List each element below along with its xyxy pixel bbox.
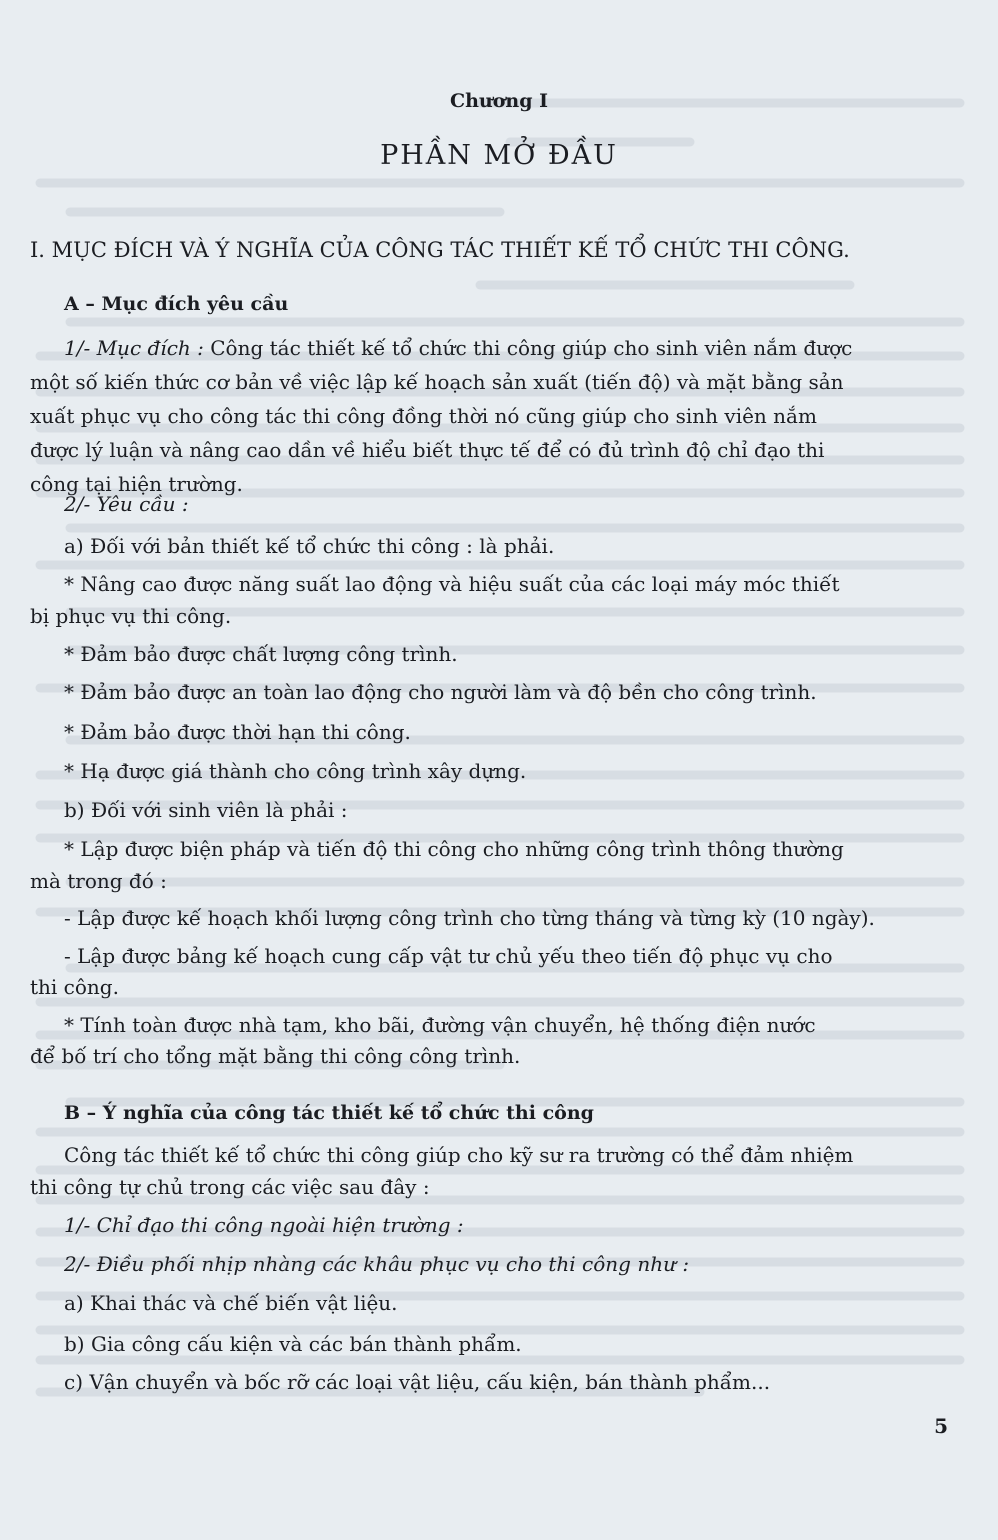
list-item: bị phục vụ thi công.: [30, 604, 232, 628]
list-item: thi công.: [30, 975, 119, 999]
subsection-heading-a: A – Mục đích yêu cầu: [64, 293, 289, 315]
chapter-label: Chương I: [449, 90, 549, 112]
list-item: * Lập được biện pháp và tiến độ thi công cho những công trình thông thường: [64, 837, 844, 861]
list-item: * Đảm bảo được an toàn lao động cho người làm và độ bền cho công trình.: [64, 680, 817, 704]
list-item: * Nâng cao được năng suất lao động và hiệu suất của các loại máy móc thiết: [64, 572, 840, 596]
item-label: 2/- Yêu cầu :: [64, 492, 189, 516]
list-item: để bố trí cho tổng mặt bằng thi công công trình.: [30, 1044, 521, 1068]
list-item: * Tính toàn được nhà tạm, kho bãi, đường vận chuyển, hệ thống điện nước: [64, 1013, 816, 1037]
list-item: a) Khai thác và chế biến vật liệu.: [64, 1291, 398, 1315]
paragraph-line: xuất phục vụ cho công tác thi công đồng thời nó cũng giúp cho sinh viên nắm: [30, 404, 817, 428]
list-item: c) Vận chuyển và bốc rỡ các loại vật liệu, cấu kiện, bán thành phẩm...: [64, 1370, 771, 1394]
paragraph-text: Công tác thiết kế tổ chức thi công giúp cho sinh viên nắm được: [203, 336, 853, 360]
paragraph-line: thi công tự chủ trong các việc sau đây :: [30, 1175, 430, 1199]
paragraph-line: [64, 336, 852, 360]
item-label: 1/- Mục đích :: [64, 336, 204, 360]
chapter-title: PHẦN MỞ ĐẦU: [380, 140, 618, 171]
list-item: - Lập được bảng kế hoạch cung cấp vật tư chủ yếu theo tiến độ phục vụ cho: [64, 944, 833, 968]
list-item: a) Đối với bản thiết kế tổ chức thi công : là phải.: [64, 534, 555, 558]
list-item: mà trong đó :: [30, 869, 167, 893]
list-item: * Hạ được giá thành cho công trình xây dựng.: [64, 759, 527, 783]
list-item: * Đảm bảo được chất lượng công trình.: [64, 642, 458, 666]
list-item: b) Đối với sinh viên là phải :: [64, 798, 348, 822]
list-item: * Đảm bảo được thời hạn thi công.: [64, 720, 411, 744]
paragraph-line: được lý luận và nâng cao dần về hiểu biết thực tế để có đủ trình độ chỉ đạo thi: [30, 438, 825, 462]
list-item: - Lập được kế hoạch khối lượng công trình cho từng tháng và từng kỳ (10 ngày).: [64, 906, 875, 930]
paragraph-line: một số kiến thức cơ bản về việc lập kế hoạch sản xuất (tiến độ) và mặt bằng sản: [30, 370, 844, 394]
subsection-heading-b: B – Ý nghĩa của công tác thiết kế tổ chức thi công: [64, 1102, 594, 1124]
paragraph-line: Công tác thiết kế tổ chức thi công giúp cho kỹ sư ra trường có thể đảm nhiệm: [64, 1143, 854, 1167]
page-number: 5: [934, 1414, 948, 1438]
list-item: 1/- Chỉ đạo thi công ngoài hiện trường :: [64, 1213, 464, 1237]
section-heading: I. MỤC ĐÍCH VÀ Ý NGHĨA CỦA CÔNG TÁC THIẾT KẾ TỔ CHỨC THI CÔNG.: [30, 238, 850, 262]
list-item: b) Gia công cấu kiện và các bán thành phẩm.: [64, 1332, 522, 1356]
list-item: 2/- Điều phối nhịp nhàng các khâu phục vụ cho thi công như :: [64, 1252, 690, 1276]
paragraph-line: công tại hiện trường.: [30, 472, 243, 496]
